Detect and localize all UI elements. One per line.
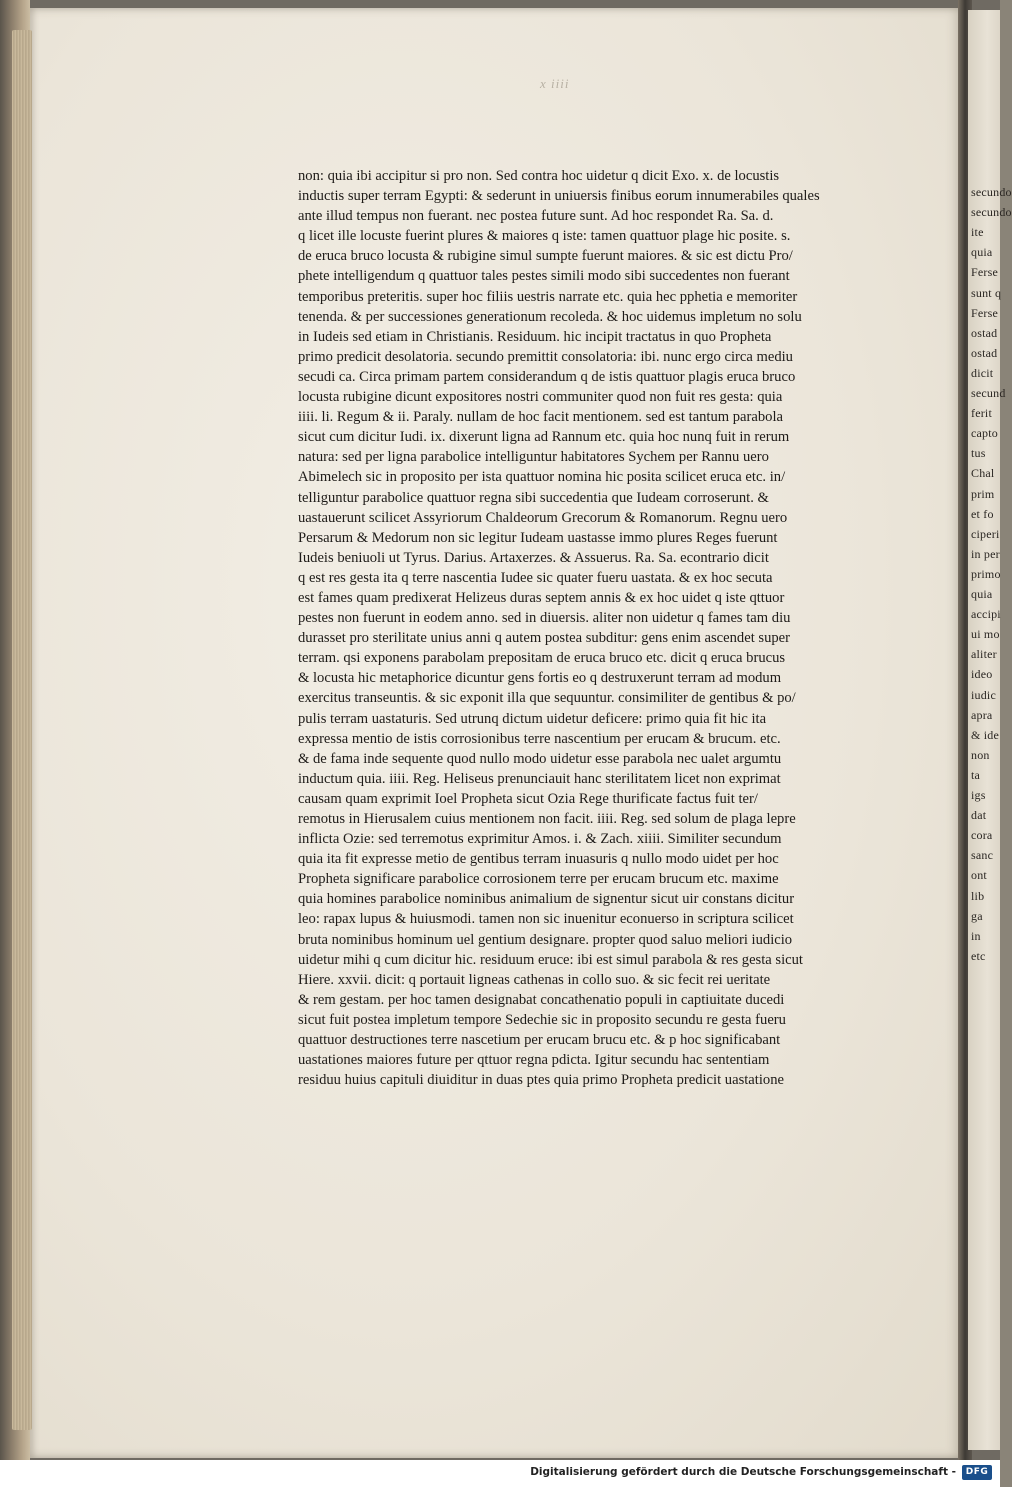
facing-page-fragment: Chal (971, 466, 995, 481)
facing-page-fragment: secundo (971, 205, 1012, 220)
text-line: inflicta Ozie: sed terremotus exprimitur Amos. i. & Zach. xiiii. Similiter secundum (298, 831, 782, 848)
facing-page-fragment: ui mo (971, 627, 1000, 642)
text-block (298, 166, 918, 1090)
text-line: exercitus transeuntis. & sic exponit illa que sequuntur. consimiliter de gentibus & po/ (298, 690, 796, 707)
folio-mark: x iiii (540, 76, 570, 91)
facing-page-edge (968, 10, 1012, 1450)
facing-page-fragment: ga (971, 908, 983, 923)
facing-page-fragment: ta (971, 767, 981, 782)
text-line: est fames quam predixerat Helizeus duras septem annis & ex hoc uidet q iste qttuor (298, 589, 785, 606)
facing-page-fragment: igs (971, 788, 986, 802)
text-line: expressa mentio de istis corrosionibus terre nascentium per erucam & brucum. etc. (298, 730, 781, 747)
text-line: & rem gestam. per hoc tamen designabat concathenatio populi in captiuitate ducedi (298, 991, 785, 1008)
book-page (30, 8, 962, 1458)
text-line: uastationes maiores future per qttuor regna pdicta. Igitur secundu hac sententiam (298, 1052, 770, 1069)
facing-page-fragment: ostad (971, 325, 998, 340)
text-line: Iudeis beniuoli ut Tyrus. Darius. Artaxerzes. & Assuerus. Ra. Sa. econtrario dicit (298, 549, 769, 566)
text-line: in Iudeis sed etiam in Christianis. Residuum. hic incipit tractatus in quo Propheta (298, 328, 772, 345)
text-line: phete intelligendum q quattuor tales pestes simili modo sibi succedentes non fuerant (298, 268, 790, 285)
dfg-logo: DFG (962, 1465, 992, 1480)
text-line: ante illud tempus non fuerant. nec postea future sunt. Ad hoc respondet Ra. Sa. d. (298, 208, 774, 225)
text-line: inductis super terram Egypti: & sederunt in uniuersis finibus eorum innumerabiles quales (298, 188, 820, 205)
facing-page-fragment: aliter (971, 647, 997, 662)
text-line: q est res gesta ita q terre nascentia Iudee sic quater fueru uastata. & ex hoc secuta (298, 569, 773, 586)
text-line: natura: sed per ligna parabolice intelliguntur habitatores Sychem per Rannu uero (298, 449, 769, 466)
text-line: quattuor destructiones terre nascetium per erucam brucu etc. & p hoc significabant (298, 1032, 781, 1049)
text-line: Propheta significare parabolice corrosionem terre per erucam brucum etc. maxime (298, 871, 779, 888)
text-line: quia ita fit expresse metio de gentibus terram inuasuris q nullo modo uidet per hoc (298, 851, 779, 868)
text-line: sicut cum dicitur Iudi. ix. dixerunt ligna ad Rannum etc. quia hoc nunq fuit in rerum (298, 429, 790, 446)
facing-page-fragment: sanc (971, 848, 994, 863)
facing-page-fragment: iudic (971, 687, 996, 702)
text-line: uidetur mihi q cum dicitur hic. residuum eruce: ibi est simul parabola & res gesta sicut (298, 951, 803, 968)
text-line: & locusta hic metaphorice dicuntur gens fortis eo q destruxerunt terram ad modum (298, 670, 782, 687)
text-line: quia homines parabolice nominibus animalium de signentur sicut uir constans dicitur (298, 891, 795, 908)
facing-page-fragment: prim (971, 486, 995, 501)
facing-page-fragment: quia (971, 245, 993, 260)
text-line: inductum quia. iiii. Reg. Heliseus prenunciauit hanc sterilitatem licet non exprimat (298, 770, 781, 787)
facing-page-fragment: non (971, 747, 990, 762)
text-line: Persarum & Medorum non sic legitur Iudeam uastasse immo plures Reges fuerunt (298, 529, 778, 546)
text-line: secudi ca. Circa primam partem considerandum q de istis quattuor plagis eruca bruco (298, 368, 796, 385)
facing-page-fragment: sunt q (971, 285, 1002, 300)
text-line: telliguntur parabolice quattuor regna sibi succedentia que Iudeam corroserunt. & (298, 489, 769, 506)
text-line: durasset pro sterilitate unius anni q autem postea subditur: gens enim ascendet super (298, 630, 791, 647)
facing-page-fragment: capto (971, 426, 998, 441)
facing-page-fragment: dat (971, 808, 987, 823)
facing-page-fragment: ciperi (971, 526, 1000, 541)
text-line: bruta nominibus hominum uel gentium designare. propter quod saluo meliori iudicio (298, 931, 793, 948)
facing-page-fragment: primo (971, 566, 1001, 581)
text-line: & de fama inde sequente quod nullo modo uidetur esse parabola nec ualet argumtu (298, 750, 782, 767)
facing-page-fragment: secund (971, 386, 1006, 400)
text-line: terram. qsi exponens parabolam prepositam de eruca bruco etc. dicit q eruca brucus (298, 650, 786, 667)
text-line: Abimelech sic in proposito per ista quattuor nomina hic posita scilicet eruca etc. in/ (298, 469, 786, 486)
text-line: locusta rubigine dicunt expositores nostri communiter quod non fuit res gesta: quia (298, 389, 783, 406)
text-line: Hiere. xxvii. dicit: q portauit ligneas cathenas in collo suo. & sic fecit rei ueritate (298, 971, 771, 988)
text-line: sicut fuit postea impletum tempore Sedechie sic in proposito secundu re gesta fueru (298, 1011, 786, 1028)
text-line: uastauerunt scilicet Assyriorum Chaldeorum Grecorum & Romanorum. Regnu uero (298, 509, 788, 526)
facing-page-fragment: dicit (971, 365, 994, 380)
text-line: primo predicit desolatoria. secundo premittit consolatoria: ibi. nunc ergo circa mediu (298, 348, 793, 365)
facing-page-fragment: tus (971, 446, 986, 461)
text-line: q licet ille locuste fuerint plures & maiores q iste: tamen quattuor plage hic posite. s. (298, 228, 791, 245)
facing-page-fragment: cora (971, 828, 993, 843)
text-line: pulis terram uastaturis. Sed utrunq dictum uidetur deficere: primo quia fit hic ita (298, 710, 767, 727)
facing-page-fragment: ite (971, 225, 984, 240)
text-line: temporibus preteritis. super hoc filiis uestris narrate etc. quia hec pphetia e memoriter (298, 288, 798, 305)
facing-page-fragment: secundo (971, 185, 1012, 199)
facing-page-fragment: quia (971, 587, 993, 601)
facing-page-fragment: Ferse (971, 265, 998, 280)
facing-page-fragment: apra (971, 707, 993, 722)
footer-credit: Digitalisierung gefördert durch die Deutsche Forschungsgemeinschaft - (530, 1466, 956, 1478)
text-line: de eruca bruco locusta & rubigine simul sumpte fuerunt maiores. & sic est dictu Pro/ (298, 248, 793, 265)
text-line: remotus in Hierusalem cuius mentionem non facit. iiii. Reg. sed solum de plaga lepre (298, 811, 796, 827)
text-line: pestes non fuerunt in eodem anno. sed in diuersis. aliter non uidetur q fames tam diu (298, 610, 791, 627)
facing-page-fragment: ideo (971, 667, 993, 682)
facing-page-fragment: in (971, 928, 981, 943)
page-stack-edge (12, 30, 32, 1430)
facing-page-fragment: et fo (971, 506, 994, 521)
facing-page-fragment: accipi (971, 607, 1001, 622)
text-line: non: quia ibi accipitur si pro non. Sed contra hoc uidetur q dicit Exo. x. de locustis (298, 168, 780, 184)
text-line: residuu huius capituli diuiditur in duas ptes quia primo Propheta predicit uastatione (298, 1072, 784, 1089)
facing-page-fragment: Ferse (971, 305, 998, 320)
text-line: tenenda. & per successiones generationum recoleda. & hoc uidemus impletum no solu (298, 308, 802, 325)
facing-page-fragment: lib (971, 888, 985, 903)
facing-page-fragment: ont (971, 868, 987, 883)
footer-bar (0, 1460, 1000, 1487)
text-line: causam quam exprimit Ioel Propheta sicut Ozia Rege thurificate factus fuit ter/ (298, 790, 758, 807)
facing-page-fragment: & ide (971, 727, 999, 742)
facing-page-fragment: ostad (971, 345, 998, 360)
text-line: iiii. li. Regum & ii. Paraly. nullam de hoc facit mentionem. sed est tantum parabola (298, 409, 783, 426)
facing-page-fragment: in per (971, 546, 1000, 561)
facing-page-fragment: ferit (971, 406, 992, 421)
text-line: leo: rapax lupus & huiusmodi. tamen non sic inuenitur econuerso in scriptura scilicet (298, 911, 794, 928)
facing-page-fragment: etc (971, 948, 986, 963)
